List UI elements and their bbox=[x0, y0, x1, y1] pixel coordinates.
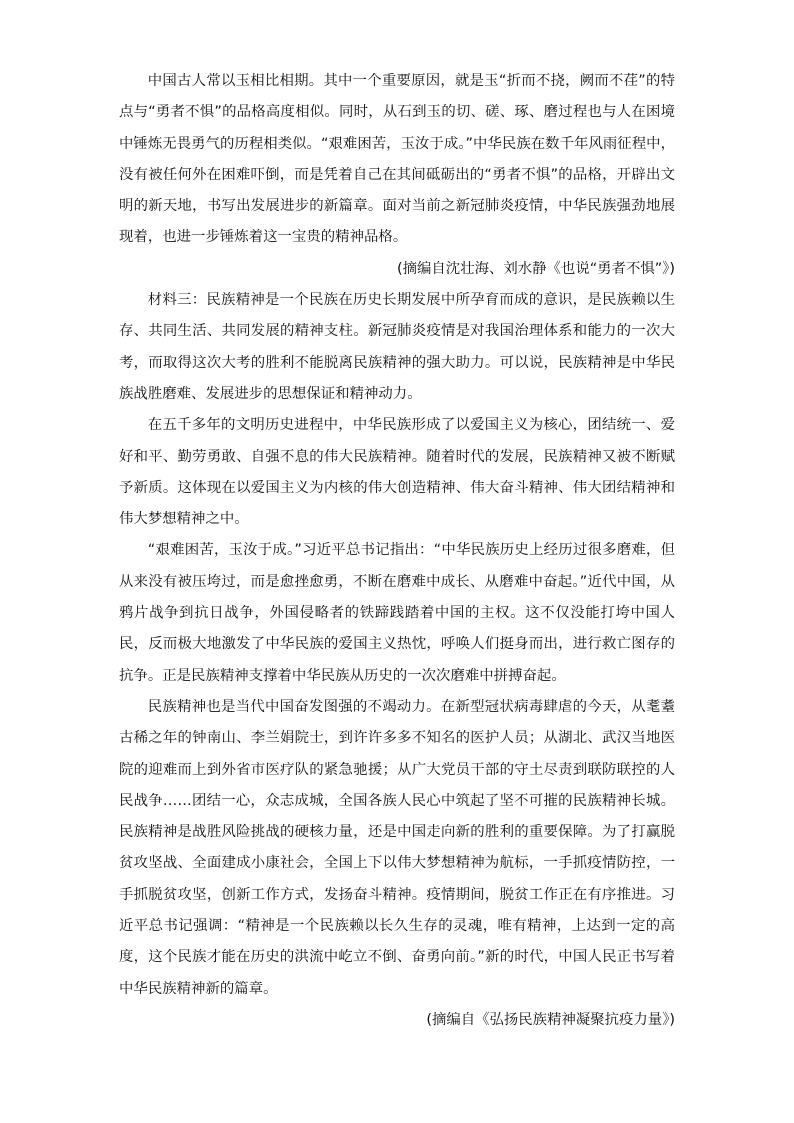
paragraph-national-spirit: 在五千多年的文明历史进程中，中华民族形成了以爱国主义为核心，团结统一、爱好和平、勤劳勇敢、自强不息的伟大民族精神。随着时代的发展，民族精神又被不断赋予新质。这体现在以爱国主义为内核的伟大创造精神、伟大奋斗精神、伟大团结精神和伟大梦想精神之中。 bbox=[119, 417, 675, 528]
paragraph-modern-driving-force: 民族精神也是当代中国奋发图强的不竭动力。在新型冠状病毒肆虐的今天，从耄耋古稀之年的钟南山、李兰娟院士，到许许多多不知名的医护人员；从湖北、武汉当地医院的迎难而上到外省市医疗队的紧急驰援；从广大党员干部的守土尽责到联防联控的人民战争……团结一心，众志成城，全国各族人民心中筑起了坚不可摧的民族精神长城。民族精神是战胜风险挑战的硬核力量，还是中国走向新的胜利的重要保障。为了打赢脱贫攻坚战、全面建成小康社会，全国上下以伟大梦想精神为航标，一手抓疫情防控，一手抓脱贫攻坚，创新工作方式，发扬奋斗精神。疫情期间，脱贫工作正在有序推进。习近平总书记强调：“精神是一个民族赖以长久生存的灵魂，唯有精神，上达到一定的高度，这个民族才能在历史的洪流中屹立不倒、奋勇向前。”新的时代，中国人民正书写着中华民族精神新的篇章。 bbox=[119, 698, 675, 997]
paragraph-hardship: “艰难困苦，玉汝于成。”习近平总书记指出：“中华民族历史上经历过很多磨难，但从来没有被压垮过，而是愈挫愈勇，不断在磨难中成长、从磨难中奋起。”近代中国，从鸦片战争到抗日战争，外国侵略者的铁蹄践踏着中国的主权。这不仅没能打垮中国人民，反而极大地激发了中华民族的爱国主义热忱，呼唤人们挺身而出，进行救亡图存的抗争。正是民族精神支撑着中华民族从历史的一次次磨难中拼搏奋起。 bbox=[119, 542, 675, 684]
source-citation-1: (摘编自沈壮海、刘水静《也说“勇者不惧”》) bbox=[397, 260, 675, 277]
document-page bbox=[119, 66, 675, 1036]
source-citation-2: (摘编自《弘扬民族精神凝聚抗疫力量》) bbox=[426, 1011, 675, 1028]
paragraph-material3-intro: 材料三：民族精神是一个民族在历史长期发展中所孕育而成的意识，是民族赖以生存、共同生活、共同发展的精神支柱。新冠肺炎疫情是对我国治理体系和能力的一次大考，而取得这次大考的胜利不能脱离民族精神的强大助力。可以说，民族精神是中华民族战胜磨难、发展进步的思想保证和精神动力。 bbox=[119, 292, 675, 402]
paragraph-jade: 中国古人常以玉相比相期。其中一个重要原因，就是玉“折而不挠，阙而不荏”的特点与“勇者不惧”的品格高度相似。同时，从石到玉的切、磋、琢、磨过程也与人在困境中锤炼无畏勇气的历程相类似。“艰难困苦，玉汝于成。”中华民族在数千年风雨征程中，没有被任何外在困难吓倒，而是凭着自己在其间砥砺出的“勇者不惧”的品格，开辟出文明的新天地，书写出发展进步的新篇章。面对当前之新冠肺炎疫情，中华民族强劲地展现着，也进一步锤炼着这一宝贵的精神品格。 bbox=[119, 73, 675, 246]
